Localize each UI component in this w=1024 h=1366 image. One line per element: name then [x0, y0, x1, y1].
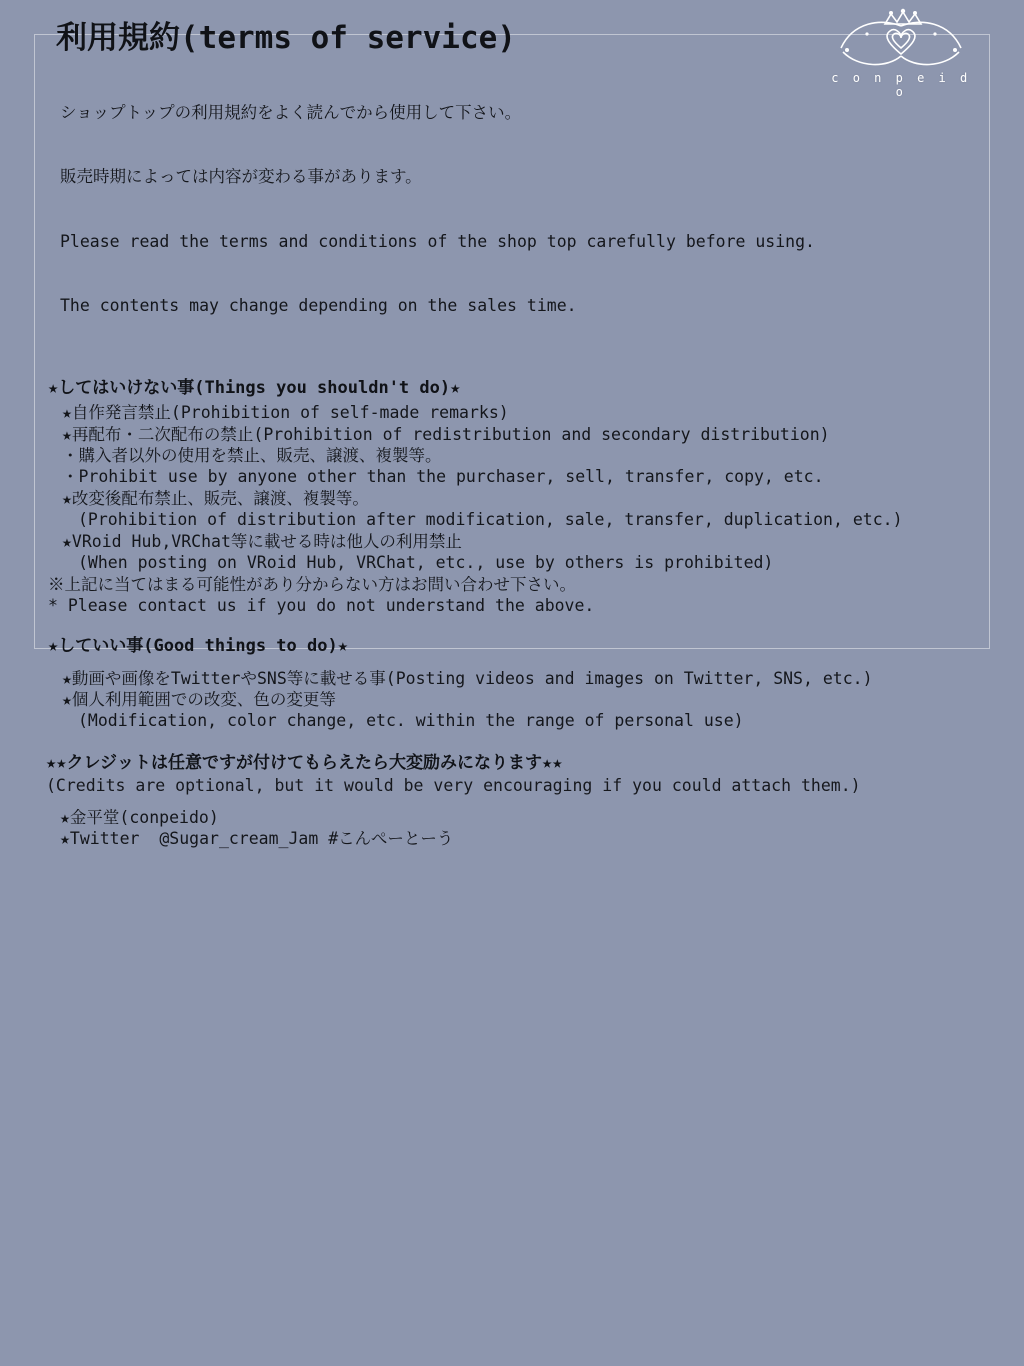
rule-line: ★動画や画像をTwitterやSNS等に載せる事(Posting videos and images on Twitter, SNS, etc.)	[62, 668, 873, 688]
intro-block	[60, 59, 984, 359]
rule-line: ★VRoid Hub,VRChat等に載せる時は他人の利用禁止	[62, 531, 462, 551]
rule-line: ★自作発言禁止(Prohibition of self-made remarks)	[62, 403, 509, 423]
frame-border-left	[0, 68, 34, 751]
frame-border-right	[0, 751, 34, 1366]
section-allowed	[48, 631, 984, 732]
intro-line: ショップトップの利用規約をよく読んでから使用して下さい。	[60, 102, 522, 122]
intro-line: Please read the terms and conditions of the shop top carefully before using.	[60, 231, 815, 251]
rule-line: (Prohibition of distribution after modification, sale, transfer, duplication, etc.)	[78, 510, 903, 530]
intro-line: 販売時期によっては内容が変わる事があります。	[60, 167, 422, 187]
intro-line: The contents may change depending on the sales time.	[60, 295, 577, 315]
credit-heading: ★★クレジットは任意ですが付けてもらえたら大変励みになります★★	[46, 752, 563, 773]
spacer	[48, 660, 984, 668]
rule-line: ※上記に当てはまる可能性があり分からない方はお問い合わせ下さい。	[48, 574, 576, 594]
page-title: 利用規約(terms of service)	[56, 20, 516, 56]
document-content	[46, 6, 984, 849]
rule-line: (When posting on VRoid Hub, VRChat, etc., use by others is prohibited)	[78, 553, 774, 573]
section-heading: ★してはいけない事(Things you shouldn't do)★	[48, 378, 461, 399]
rule-line: ★再配布・二次配布の禁止(Prohibition of redistribution and secondary distribution)	[62, 424, 830, 444]
credit-line-shop: ★金平堂(conpeido)	[60, 807, 219, 827]
credit-section	[46, 748, 984, 850]
rule-line: (Modification, color change, etc. within the range of personal use)	[78, 711, 744, 731]
credit-contact-list	[60, 807, 984, 850]
rule-line: * Please contact us if you do not understand the above.	[48, 596, 595, 616]
section-prohibited	[48, 373, 984, 616]
credit-line-twitter: ★Twitter @Sugar_cream_Jam #こんぺーとーう	[60, 829, 454, 849]
brand-name: c o n p e i d o	[831, 71, 971, 99]
rule-line: ★個人利用範囲での改変、色の変更等	[62, 689, 336, 709]
credit-subtext: (Credits are optional, but it would be very encouraging if you could attach them.)	[46, 775, 861, 795]
rule-line: ・Prohibit use by anyone other than the purchaser, sell, transfer, copy, etc.	[62, 467, 824, 487]
rule-line: ★改変後配布禁止、販売、譲渡、複製等。	[62, 488, 369, 508]
section-heading: ★していい事(Good things to do)★	[48, 635, 348, 656]
rule-line: ・購入者以外の使用を禁止、販売、譲渡、複製等。	[62, 446, 442, 465]
